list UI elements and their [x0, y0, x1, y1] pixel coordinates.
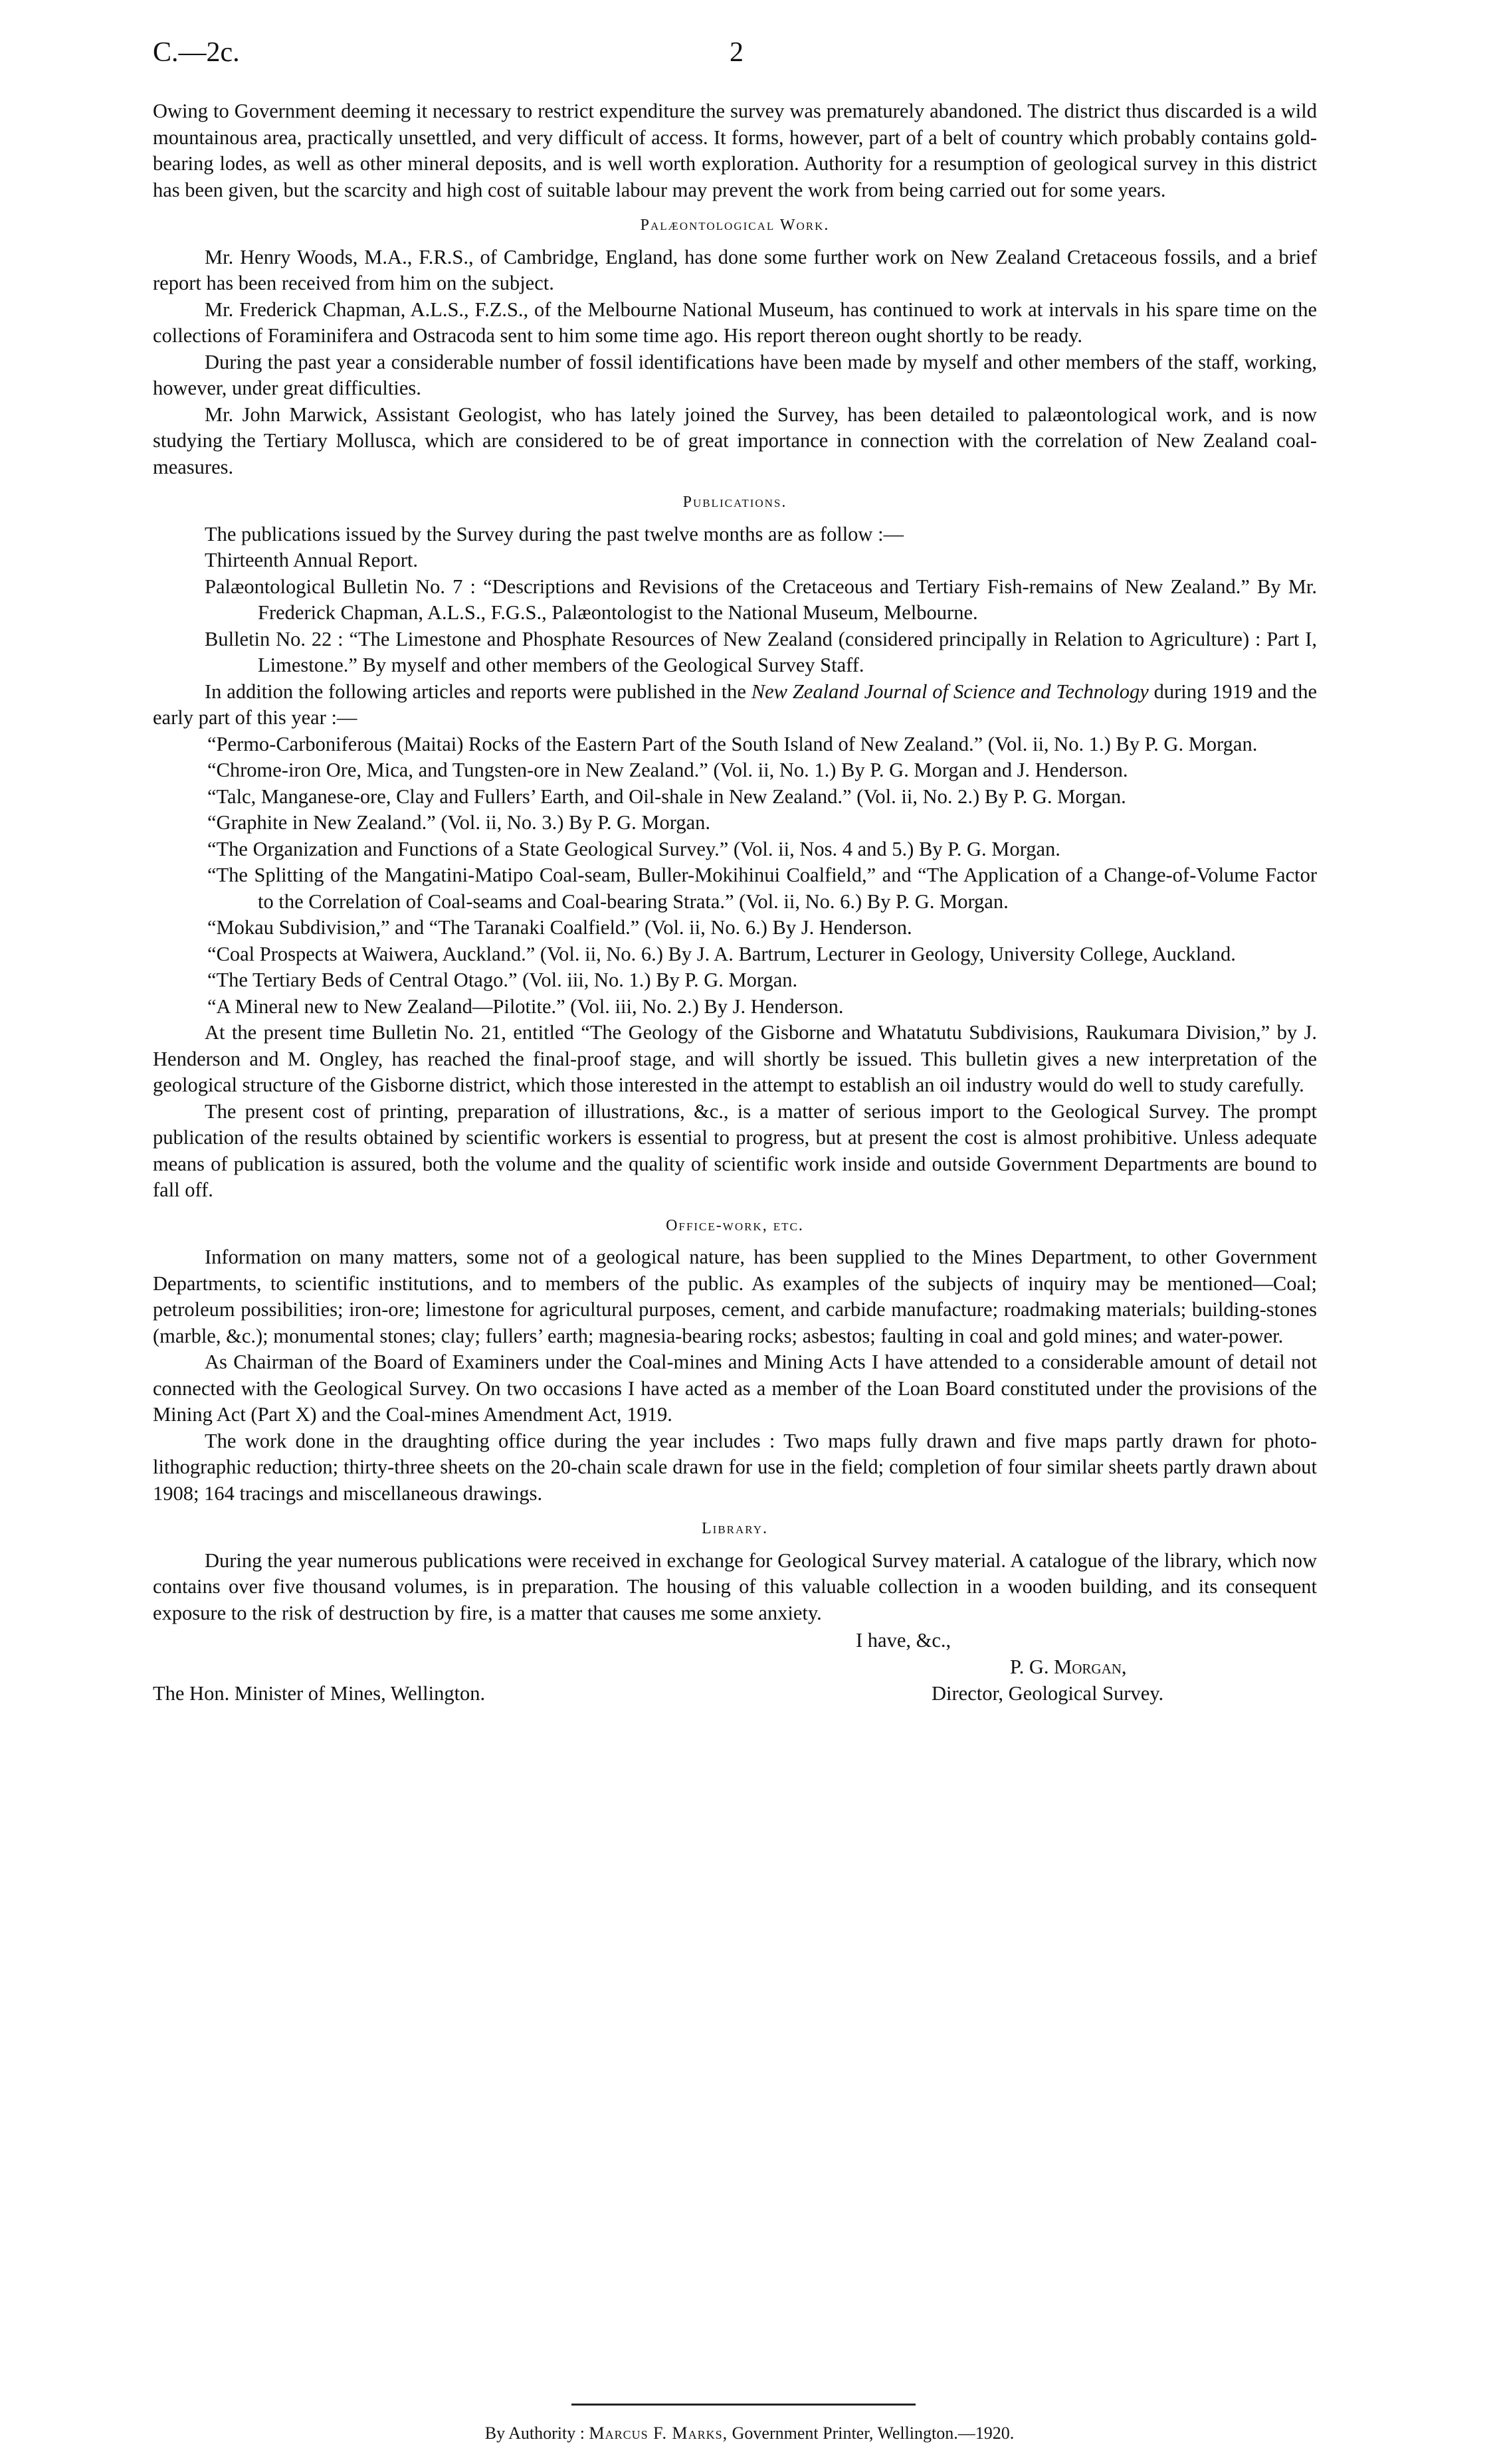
section-heading-library: Library. [702, 1520, 768, 1537]
paragraph: During the past year a considerable number of fossil identifications have been made by myself and other members of the staff, working, however, under great difficulties. [153, 350, 1317, 399]
intro-paragraph: Owing to Government deeming it necessary to restrict expenditure the survey was prematurely abandoned. The district thus discarded is a wild mountainous area, practically unsettled, and very difficult of access. It forms, however, part of a belt of country which probably contains gold-bearing lodes, as well as other mineral deposits, and is well worth exploration. Authority for a resumption of geological survey in this district has been given, but the scarcity and high cost of suitable labour may prevent the work from being carried out for some years. [153, 100, 1317, 201]
footer-suffix: Government Printer, Wellington.—1920. [732, 2423, 1015, 2443]
article-item: “Graphite in New Zealand.” (Vol. ii, No. 3.) By P. G. Morgan. [207, 811, 711, 834]
paragraph: The work done in the draughting office during the year includes : Two maps fully drawn and five maps partly drawn for photo-lithographic reduction; thirty-three sheets on the 20-chain scale drawn for use in the field; completion of four similar sheets partly drawn about 1908; 164 tracings and miscellaneous drawings. [153, 1429, 1317, 1505]
publication-item: Bulletin No. 22 : “The Limestone and Phosphate Resources of New Zealand (considered principally in Relation to Agriculture) : Part I, Limestone.” By myself and other members of the Geological Survey Staff. [205, 627, 1317, 676]
signer-name: P. G. Morgan, [1010, 1656, 1127, 1678]
article-item: “Chrome-iron Ore, Mica, and Tungsten-ore in New Zealand.” (Vol. ii, No. 1.) By P. G. Morgan and J. Henderson. [207, 759, 1128, 781]
section-heading-publications: Publications. [682, 494, 787, 511]
paragraph: Mr. Frederick Chapman, A.L.S., F.Z.S., of the Melbourne National Museum, has continued to work at intervals in his spare time on the collections of Foraminifera and Ostracoda sent to him some time ago. His report thereon ought shortly to be ready. [153, 298, 1317, 347]
document-code: C.—2c. [153, 37, 240, 68]
footer-rule [571, 2404, 916, 2406]
section-heading-palaeontological: Palæontological Work. [640, 217, 830, 234]
publication-item: Thirteenth Annual Report. [205, 549, 419, 571]
page-header [153, 37, 1336, 83]
imprint-footer [0, 2423, 1499, 2443]
paragraph: The publications issued by the Survey during the past twelve months are as follow :— [205, 522, 904, 545]
article-item: “Permo-Carboniferous (Maitai) Rocks of the Eastern Part of the South Island of New Zealand.” (Vol. ii, No. 1.) By P. G. Morgan. [207, 732, 1258, 755]
journal-intro-after: during 1919 and the early part of this year :— [153, 680, 1317, 729]
article-item: “The Organization and Functions of a State Geological Survey.” (Vol. ii, Nos. 4 and 5.) By P. G. Morgan. [207, 837, 1060, 860]
section-heading-office-work: Office-work, etc. [666, 1216, 804, 1234]
paragraph: During the year numerous publications were received in exchange for Geological Survey material. A catalogue of the library, which now contains over five thousand volumes, is in preparation. The housing of this valuable collection in a wooden building, and its consequent exposure to the risk of destruction by fire, is a matter that causes me some anxiety. [153, 1549, 1317, 1624]
journal-title: New Zealand Journal of Science and Technology [751, 680, 1149, 703]
paragraph: Information on many matters, some not of a geological nature, has been supplied to the Mines Department, to other Government Departments, to scientific institutions, and to members of the public. As examples of the subjects of inquiry may be mentioned—Coal; petroleum possibilities; iron-ore; limestone for agricultural purposes, cement, and carbide manufacture; roadmaking materials; building-stones (marble, &c.); monumental stones; clay; fullers’ earth; magnesia-bearing rocks; asbestos; faulting in coal and gold mines; and water-power. [153, 1246, 1317, 1347]
document-body [153, 98, 1317, 1741]
paragraph: Mr. John Marwick, Assistant Geologist, who has lately joined the Survey, has been detailed to palæontological work, and is now studying the Tertiary Mollusca, which are considered to be of great importance in connection with the correlation of New Zealand coal-measures. [153, 403, 1317, 478]
publication-item: Palæontological Bulletin No. 7 : “Descriptions and Revisions of the Cretaceous and Tertiary Fish-remains of New Zealand.” By Mr. Frederick Chapman, A.L.S., F.G.S., Palæontologist to the National Museum, Melbourne. [205, 575, 1317, 624]
paragraph: As Chairman of the Board of Examiners under the Coal-mines and Mining Acts I have attended to a considerable amount of detail not connected with the Geological Survey. On two occasions I have acted as a member of the Loan Board constituted under the provisions of the Mining Act (Part X) and the Coal-mines Amendment Act, 1919. [153, 1351, 1317, 1426]
signature-block [153, 1628, 1317, 1741]
signer-title: Director, Geological Survey. [932, 1682, 1164, 1705]
footer-printer: Marcus F. Marks, [589, 2423, 728, 2443]
article-item: “Talc, Manganese-ore, Clay and Fullers’ Earth, and Oil-shale in New Zealand.” (Vol. ii, No. 2.) By P. G. Morgan. [207, 785, 1126, 808]
journal-intro-paragraph [153, 679, 1317, 731]
paragraph: At the present time Bulletin No. 21, entitled “The Geology of the Gisborne and Whatatutu Subdivisions, Raukumara Division,” by J. Henderson and M. Ongley, has reached the final-proof stage, and will shortly be issued. This bulletin gives a new interpretation of the geological structure of the Gisborne district, which those interested in the attempt to establish an oil industry would do well to study carefully. [153, 1021, 1317, 1096]
article-item: “The Splitting of the Mangatini-Matipo Coal-seam, Buller-Mokihinui Coalfield,” and “The Application of a Change-of-Volume Factor to the Correlation of Coal-seams and Coal-bearing Strata.” (Vol. ii, No. 6.) By P. G. Morgan. [207, 864, 1317, 913]
journal-intro-before: In addition the following articles and reports were published in the [205, 680, 746, 703]
article-item: “A Mineral new to New Zealand—Pilotite.” (Vol. iii, No. 2.) By J. Henderson. [207, 995, 844, 1018]
addressee: The Hon. Minister of Mines, Wellington. [153, 1682, 486, 1705]
page-number: 2 [730, 37, 744, 68]
article-item: “Mokau Subdivision,” and “The Taranaki Coalfield.” (Vol. ii, No. 6.) By J. Henderson. [207, 916, 912, 939]
article-item: “Coal Prospects at Waiwera, Auckland.” (Vol. ii, No. 6.) By J. A. Bartrum, Lecturer in Geology, University College, Auckland. [207, 942, 1236, 965]
footer-prefix: By Authority : [484, 2423, 585, 2443]
paragraph: The present cost of printing, preparation of illustrations, &c., is a matter of serious import to the Geological Survey. The prompt publication of the results obtained by scientific workers is essential to progress, but at present the cost is almost prohibitive. Unless adequate means of publication is assured, both the volume and the quality of scientific work inside and outside Government Departments are bound to fall off. [153, 1099, 1317, 1201]
valediction: I have, &c., [856, 1629, 951, 1652]
article-item: “The Tertiary Beds of Central Otago.” (Vol. iii, No. 1.) By P. G. Morgan. [207, 969, 798, 991]
paragraph: Mr. Henry Woods, M.A., F.R.S., of Cambridge, England, has done some further work on New Zealand Cretaceous fossils, and a brief report has been received from him on the subject. [153, 245, 1317, 294]
